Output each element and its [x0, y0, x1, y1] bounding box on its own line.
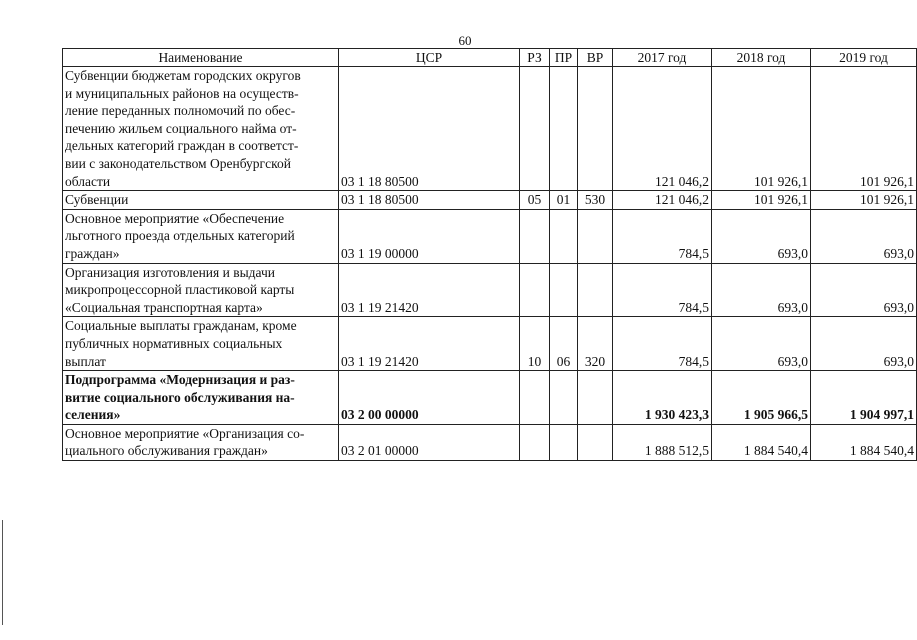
row-pr: [550, 424, 578, 460]
row-csr: 03 2 00 00000: [339, 371, 520, 425]
row-value-2019: 101 926,1: [811, 67, 917, 191]
row-pr: 06: [550, 317, 578, 371]
row-value-2017: 121 046,2: [613, 191, 712, 210]
row-vr: [578, 424, 613, 460]
row-rz: [520, 371, 550, 425]
row-value-2018: 101 926,1: [712, 191, 811, 210]
row-value-2019: 1 884 540,4: [811, 424, 917, 460]
row-csr: 03 1 19 21420: [339, 263, 520, 317]
row-name-line: Основное мероприятие «Организация со-: [65, 425, 305, 441]
row-value-2018: 693,0: [712, 263, 811, 317]
row-name-line: Субвенции бюджетам городских округов: [65, 68, 301, 83]
table-row: [63, 209, 917, 263]
row-name-line: печению жильем социального найма от-: [65, 120, 297, 136]
header-csr: ЦСР: [339, 49, 520, 67]
table-row: [63, 263, 917, 317]
row-value-2018: 1 884 540,4: [712, 424, 811, 460]
row-name-line: «Социальная транспортная карта»: [65, 299, 263, 315]
table-row: [63, 371, 917, 425]
row-value-2019: 693,0: [811, 209, 917, 263]
row-name-line: и муниципальных районов на осуществ-: [65, 85, 299, 101]
budget-table: [62, 48, 917, 461]
header-2018: 2018 год: [712, 49, 811, 67]
header-rz: РЗ: [520, 49, 550, 67]
header-2019: 2019 год: [811, 49, 917, 67]
row-value-2018: 693,0: [712, 317, 811, 371]
row-name: [63, 263, 339, 317]
row-vr: 530: [578, 191, 613, 210]
row-csr: 03 2 01 00000: [339, 424, 520, 460]
row-rz: [520, 209, 550, 263]
row-vr: [578, 209, 613, 263]
row-value-2017: 784,5: [613, 263, 712, 317]
row-name-line: витие социального обслуживания на-: [65, 389, 295, 405]
row-name-line: ление переданных полномочий по обес-: [65, 103, 296, 119]
scan-edge-mark: [2, 520, 3, 625]
row-name: [63, 317, 339, 371]
table-body: [63, 67, 917, 461]
row-value-2017: 1 888 512,5: [613, 424, 712, 460]
row-vr: [578, 263, 613, 317]
row-value-2018: 1 905 966,5: [712, 371, 811, 425]
row-csr: 03 1 18 80500: [339, 67, 520, 191]
row-value-2017: 784,5: [613, 209, 712, 263]
row-pr: [550, 67, 578, 191]
row-name-line: дельных категорий граждан в соответст-: [65, 138, 299, 154]
table-row: [63, 67, 917, 191]
row-name-line: Организация изготовления и выдачи: [65, 264, 275, 280]
row-vr: [578, 67, 613, 191]
row-name: [63, 424, 339, 460]
table-row: [63, 317, 917, 371]
row-rz: 05: [520, 191, 550, 210]
row-name-line: вии с законодательством Оренбургской: [65, 155, 291, 171]
table-row: [63, 191, 917, 210]
row-csr: 03 1 19 00000: [339, 209, 520, 263]
row-rz: [520, 67, 550, 191]
row-rz: [520, 263, 550, 317]
row-value-2019: 1 904 997,1: [811, 371, 917, 425]
header-name: Наименование: [63, 49, 339, 67]
row-name-line: Социальные выплаты гражданам, кроме: [65, 318, 297, 334]
row-name-line: Основное мероприятие «Обеспечение: [65, 210, 285, 226]
row-value-2018: 693,0: [712, 209, 811, 263]
row-name-line: селения»: [65, 407, 121, 423]
row-vr: 320: [578, 317, 613, 371]
page-number: 60: [458, 33, 472, 48]
row-name-line: области: [65, 173, 111, 189]
row-value-2019: 693,0: [811, 317, 917, 371]
row-name: [63, 371, 339, 425]
table-row: [63, 424, 917, 460]
row-name-line: микропроцессорной пластиковой карты: [65, 282, 295, 298]
row-name-line: Субвенции: [65, 192, 129, 208]
row-pr: 01: [550, 191, 578, 210]
row-value-2017: 1 930 423,3: [613, 371, 712, 425]
row-name-line: льготного проезда отдельных категорий: [65, 228, 295, 244]
table-header-row: [63, 49, 917, 67]
row-name: [63, 209, 339, 263]
row-name-line: циального обслуживания граждан»: [65, 443, 268, 459]
row-value-2018: 101 926,1: [712, 67, 811, 191]
row-name: [63, 67, 339, 191]
row-name-line: выплат: [65, 353, 106, 369]
header-pr: ПР: [550, 49, 578, 67]
row-name: [63, 191, 339, 210]
header-2017: 2017 год: [613, 49, 712, 67]
row-pr: [550, 263, 578, 317]
row-csr: 03 1 18 80500: [339, 191, 520, 210]
row-vr: [578, 371, 613, 425]
row-value-2017: 784,5: [613, 317, 712, 371]
row-rz: 10: [520, 317, 550, 371]
row-name-line: граждан»: [65, 245, 120, 261]
row-csr: 03 1 19 21420: [339, 317, 520, 371]
row-rz: [520, 424, 550, 460]
row-name-line: Подпрограмма «Модернизация и раз-: [65, 372, 295, 388]
row-value-2019: 101 926,1: [811, 191, 917, 210]
row-pr: [550, 371, 578, 425]
row-value-2017: 121 046,2: [613, 67, 712, 191]
row-pr: [550, 209, 578, 263]
row-value-2019: 693,0: [811, 263, 917, 317]
header-vr: ВР: [578, 49, 613, 67]
row-name-line: публичных нормативных социальных: [65, 335, 283, 351]
